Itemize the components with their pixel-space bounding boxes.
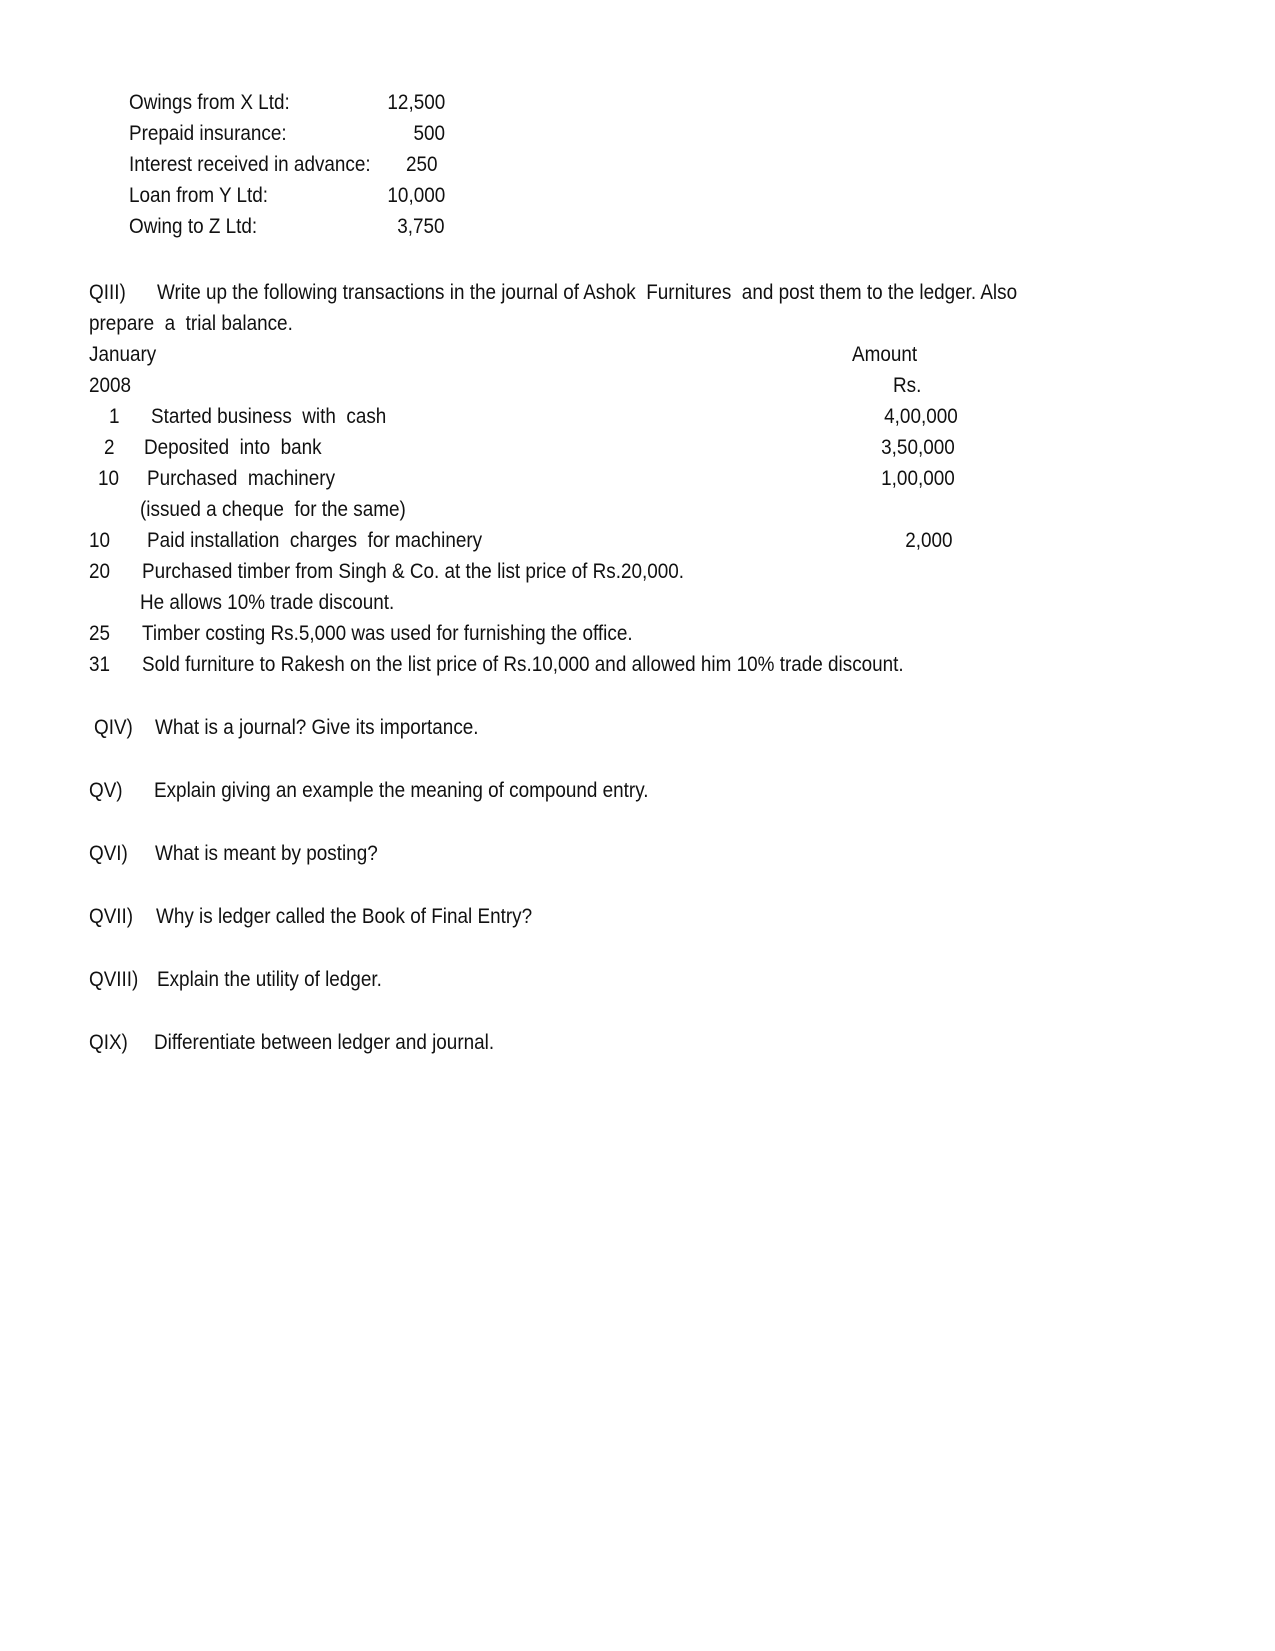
- question-number: QVIII): [89, 968, 139, 991]
- question-number: QIX): [89, 1031, 128, 1054]
- transaction-note: He allows 10% trade discount.: [140, 591, 395, 614]
- transaction-amount: 3,50,000: [881, 436, 955, 459]
- question-text: Why is ledger called the Book of Final Entry?: [156, 905, 533, 928]
- transaction-description: Deposited into bank: [144, 436, 322, 459]
- balance-value: 10,000: [387, 184, 445, 207]
- transaction-date: 10: [98, 467, 120, 490]
- balance-label: Owing to Z Ltd:: [129, 215, 258, 238]
- balance-label: Loan from Y Ltd:: [129, 184, 269, 207]
- transaction-description: Purchased machinery: [147, 467, 336, 490]
- balance-value: 12,500: [387, 91, 445, 114]
- transaction-description: Started business with cash: [151, 405, 387, 428]
- transaction-description: Sold furniture to Rakesh on the list price of Rs.10,000 and allowed him 10% trade discount.: [142, 653, 904, 676]
- transaction-description: Purchased timber from Singh & Co. at the list price of Rs.20,000.: [142, 560, 685, 583]
- currency-header: Rs.: [893, 374, 922, 397]
- question-text: What is a journal? Give its importance.: [155, 716, 479, 739]
- transaction-amount: 4,00,000: [884, 405, 958, 428]
- question-text: What is meant by posting?: [155, 842, 378, 865]
- journal-year: 2008: [89, 374, 132, 397]
- transaction-date: 1: [109, 405, 120, 428]
- journal-month: January: [89, 343, 157, 366]
- balance-label: Prepaid insurance:: [129, 122, 287, 145]
- transaction-date: 20: [89, 560, 111, 583]
- balance-value: 250: [406, 153, 438, 176]
- transaction-date: 10: [89, 529, 111, 552]
- question-text: Explain the utility of ledger.: [157, 968, 382, 991]
- question-text: Write up the following transactions in the journal of Ashok Furnitures and post them to the ledger. Also: [157, 281, 1018, 304]
- balance-value: 500: [413, 122, 445, 145]
- transaction-date: 2: [104, 436, 115, 459]
- question-text: Differentiate between ledger and journal.: [154, 1031, 495, 1054]
- question-number: QVI): [89, 842, 128, 865]
- question-number: QIII): [89, 281, 126, 304]
- question-number: QV): [89, 779, 123, 802]
- question-text-continued: prepare a trial balance.: [89, 312, 293, 335]
- balance-value: 3,750: [397, 215, 445, 238]
- transaction-amount: 2,000: [905, 529, 953, 552]
- transaction-date: 31: [89, 653, 111, 676]
- balance-label: Owings from X Ltd:: [129, 91, 290, 114]
- transaction-description: Paid installation charges for machinery: [147, 529, 483, 552]
- question-number: QVII): [89, 905, 134, 928]
- transaction-note: (issued a cheque for the same): [140, 498, 406, 521]
- question-number: QIV): [94, 716, 133, 739]
- transaction-amount: 1,00,000: [881, 467, 955, 490]
- balance-label: Interest received in advance:: [129, 153, 371, 176]
- transaction-date: 25: [89, 622, 111, 645]
- transaction-description: Timber costing Rs.5,000 was used for furnishing the office.: [142, 622, 633, 645]
- question-text: Explain giving an example the meaning of compound entry.: [154, 779, 649, 802]
- amount-header: Amount: [852, 343, 918, 366]
